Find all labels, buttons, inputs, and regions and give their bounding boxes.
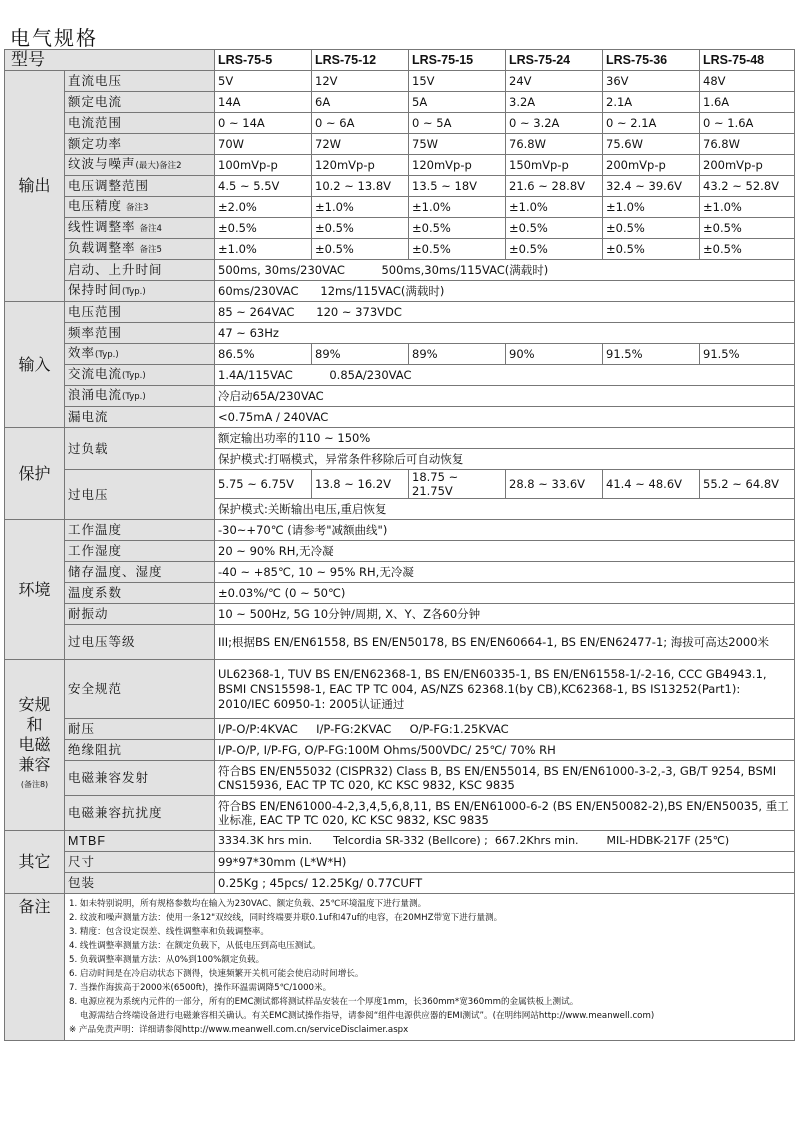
spec-row [5,873,795,894]
spec-row [5,604,795,625]
cell: 0.25Kg ; 45pcs/ 12.25Kg/ 0.77CUFT [215,873,795,894]
spec-row [5,71,795,92]
cell: 32.4 ~ 39.6V [603,176,700,197]
row-label: 电压范围 [65,302,215,323]
row-label: 温度系数 [65,583,215,604]
spec-row [5,92,795,113]
cell: 0 ~ 14A [215,113,312,134]
cell: 89% [312,344,409,365]
cell: <0.75mA / 240VAC [215,407,795,428]
cell: 89% [409,344,506,365]
note-line: 电源需结合终端设备进行电磁兼容相关确认。有关EMC测试操作指导，请参阅“组件电源供应器的EMI测试”。(在明纬网站http://www.meanwell.com) [69,1011,655,1021]
row-label: 耐压 [65,719,215,740]
group-input: 输入 [5,302,65,428]
cell: 99*97*30mm (L*W*H) [215,852,795,873]
spec-row [5,831,795,852]
cell: 0 ~ 1.6A [700,113,795,134]
spec-row [5,176,795,197]
cell: ±1.0% [215,239,312,260]
row-label: 浪涌电流(Typ.) [65,386,215,407]
model-name: LRS-75-36 [603,50,700,71]
group-environment: 环境 [5,520,65,660]
spec-row [5,365,795,386]
row-label: 工作湿度 [65,541,215,562]
row-label: 额定功率 [65,134,215,155]
cell: 3.2A [506,92,603,113]
cell: 86.5% [215,344,312,365]
row-label: 保持时间(Typ.) [65,281,215,302]
spec-row [5,583,795,604]
spec-row [5,134,795,155]
row-label: 过负载 [65,428,215,470]
row-label: MTBF [65,831,215,852]
cell: 0 ~ 2.1A [603,113,700,134]
cell: 24V [506,71,603,92]
cell: 13.5 ~ 18V [409,176,506,197]
cell: 0 ~ 6A [312,113,409,134]
cell: 4.5 ~ 5.5V [215,176,312,197]
spec-row [5,719,795,740]
cell: 120mVp-p [312,155,409,176]
cell: ±1.0% [312,197,409,218]
row-label: 耐振动 [65,604,215,625]
cell: 76.8W [506,134,603,155]
row-label: 电流范围 [65,113,215,134]
cell: ±0.03%/℃ (0 ~ 50℃) [215,583,795,604]
notes-row [5,894,795,1041]
cell: 15V [409,71,506,92]
cell: 75W [409,134,506,155]
row-label: 漏电流 [65,407,215,428]
row-label: 负载调整率 备注5 [65,239,215,260]
row-label: 尺寸 [65,852,215,873]
row-label: 直流电压 [65,71,215,92]
spec-row [5,239,795,260]
cell: 200mVp-p [700,155,795,176]
spec-row [5,625,795,660]
cell: 13.8 ~ 16.2V [312,470,409,499]
row-label: 电压精度 备注3 [65,197,215,218]
cell: ±0.5% [603,239,700,260]
spec-row [5,407,795,428]
cell: 符合BS EN/EN61000-4-2,3,4,5,6,8,11, BS EN/EN61000-6-2 (BS EN/EN50082-2),BS EN/EN50035, 重工业标准, EAC TP TC 020, KC KSC 9832, KSC 9835 [215,796,795,831]
spec-row [5,470,795,499]
note-line: 8. 电源应视为系统内元件的一部分，所有的EMC测试都将测试样品安装在一个厚度1mm，长360mm*宽360mm的金属铁板上测试。 [69,997,579,1007]
cell: ±2.0% [215,197,312,218]
cell: 500ms, 30ms/230VAC 500ms,30ms/115VAC(满载时) [215,260,795,281]
row-label: 纹波与噪声(最大)备注2 [65,155,215,176]
group-notes: 备注 [5,894,65,1041]
cell: 41.4 ~ 48.6V [603,470,700,499]
cell: 额定输出功率的110 ~ 150% [215,428,795,449]
cell: 70W [215,134,312,155]
cell: 18.75 ~ 21.75V [409,470,506,499]
cell: 1.6A [700,92,795,113]
note-line: 2. 纹波和噪声测量方法：使用一条12"双绞线，同时终端要并联0.1uf和47uf的电容，在20MHZ带宽下进行量测。 [69,913,503,923]
cell: 5.75 ~ 6.75V [215,470,312,499]
row-label: 效率(Typ.) [65,344,215,365]
row-label: 额定电流 [65,92,215,113]
row-label: 包装 [65,873,215,894]
model-row [5,50,795,71]
model-name: LRS-75-15 [409,50,506,71]
cell: 55.2 ~ 64.8V [700,470,795,499]
cell: 符合BS EN/EN55032 (CISPR32) Class B, BS EN/EN55014, BS EN/EN61000-3-2,-3, GB/T 9254, BSMI CNS15936, EAC TP TC 020, KC KSC 9832, KSC 9835 [215,761,795,796]
row-label: 线性调整率 备注4 [65,218,215,239]
cell: -30~+70℃ (请参考"减额曲线") [215,520,795,541]
row-label: 过电压等级 [65,625,215,660]
cell: 200mVp-p [603,155,700,176]
row-label: 交流电流(Typ.) [65,365,215,386]
row-label: 电压调整范围 [65,176,215,197]
row-label: 频率范围 [65,323,215,344]
cell: 10 ~ 500Hz, 5G 10分钟/周期, X、Y、Z各60分钟 [215,604,795,625]
cell: 43.2 ~ 52.8V [700,176,795,197]
cell: 120mVp-p [409,155,506,176]
spec-row [5,197,795,218]
cell: 75.6W [603,134,700,155]
row-label: 启动、上升时间 [65,260,215,281]
cell: 21.6 ~ 28.8V [506,176,603,197]
cell: 47 ~ 63Hz [215,323,795,344]
spec-row [5,520,795,541]
cell: I/P-O/P:4KVAC I/P-FG:2KVAC O/P-FG:1.25KVAC [215,719,795,740]
group-others: 其它 [5,831,65,894]
spec-row [5,852,795,873]
cell: ±0.5% [215,218,312,239]
cell: 保护模式:打嗝模式，异常条件移除后可自动恢复 [215,449,795,470]
cell: 150mVp-p [506,155,603,176]
spec-row [5,740,795,761]
cell: 6A [312,92,409,113]
row-label: 安全规范 [65,660,215,719]
note-line: ※ 产品免责声明：详细请参阅http://www.meanwell.com.cn/serviceDisclaimer.aspx [69,1025,409,1035]
cell: 91.5% [700,344,795,365]
group-protection: 保护 [5,428,65,520]
spec-row [5,281,795,302]
cell: ±1.0% [603,197,700,218]
cell: 2.1A [603,92,700,113]
cell: 1.4A/115VAC 0.85A/230VAC [215,365,795,386]
row-label: 电磁兼容抗扰度 [65,796,215,831]
cell: ±0.5% [700,218,795,239]
notes-list [65,894,795,1041]
spec-row [5,562,795,583]
row-label: 储存温度、湿度 [65,562,215,583]
spec-row [5,428,795,449]
note-line: 6. 启动时间是在冷启动状态下测得，快速频繁开关机可能会使启动时间增长。 [69,969,364,979]
cell: 90% [506,344,603,365]
cell: 91.5% [603,344,700,365]
spec-row [5,302,795,323]
cell: ±1.0% [700,197,795,218]
cell: ±0.5% [409,218,506,239]
cell: ±0.5% [312,239,409,260]
spec-row [5,541,795,562]
cell: 72W [312,134,409,155]
spec-row [5,796,795,831]
row-label: 电磁兼容发射 [65,761,215,796]
model-label: 型号 [5,50,215,71]
spec-row [5,344,795,365]
row-label: 过电压 [65,470,215,520]
spec-row [5,218,795,239]
cell: III;根据BS EN/EN61558, BS EN/EN50178, BS EN/EN60664-1, BS EN/EN62477-1; 海拔可高达2000米 [215,625,795,660]
cell: ±1.0% [409,197,506,218]
cell: UL62368-1, TUV BS EN/EN62368-1, BS EN/EN60335-1, BS EN/EN61558-1/-2-16, CCC GB4943.1, BSMI CNS15598-1, EAC TP TC 004, AS/NZS 62368.1(by CB),KC62368-1, BS IS13252(Part1): 2010/IEC 60950-1: 2005认证通过 [215,660,795,719]
cell: 冷启动65A/230VAC [215,386,795,407]
cell: ±0.5% [506,218,603,239]
note-line: 5. 负载调整率测量方法：从0%到100%额定负载。 [69,955,265,965]
row-label: 工作温度 [65,520,215,541]
spec-row [5,660,795,719]
cell: ±0.5% [506,239,603,260]
cell: ±0.5% [700,239,795,260]
cell: 14A [215,92,312,113]
cell: ±0.5% [603,218,700,239]
cell: 0 ~ 3.2A [506,113,603,134]
model-name: LRS-75-48 [700,50,795,71]
cell: 保护模式:关断输出电压,重启恢复 [215,499,795,520]
note-line: 1. 如未特别说明，所有规格参数均在输入为230VAC、额定负载、25℃环境温度下进行量测。 [69,899,427,909]
cell: -40 ~ +85℃, 10 ~ 95% RH,无冷凝 [215,562,795,583]
cell: 3334.3K hrs min. Telcordia SR-332 (Bellcore) ; 667.2Khrs min. MIL-HDBK-217F (25℃) [215,831,795,852]
cell: 48V [700,71,795,92]
spec-table [4,49,795,1041]
cell: 76.8W [700,134,795,155]
cell: 10.2 ~ 13.8V [312,176,409,197]
cell: 5A [409,92,506,113]
group-safety-emc: 安规 和 电磁 兼容 (备注8) [5,660,65,831]
spec-row [5,323,795,344]
page-title: 电气规格 [10,26,98,50]
group-output: 输出 [5,71,65,302]
spec-row [5,155,795,176]
row-label: 绝缘阻抗 [65,740,215,761]
model-name: LRS-75-5 [215,50,312,71]
note-line: 7. 当操作海拔高于2000米(6500ft)，操作环温需调降5℃/1000米。 [69,983,332,993]
model-name: LRS-75-12 [312,50,409,71]
cell: 85 ~ 264VAC 120 ~ 373VDC [215,302,795,323]
cell: 5V [215,71,312,92]
note-line: 4. 线性调整率测量方法：在额定负载下，从低电压到高电压测试。 [69,941,321,951]
cell: 12V [312,71,409,92]
cell: 60ms/230VAC 12ms/115VAC(满载时) [215,281,795,302]
cell: 100mVp-p [215,155,312,176]
cell: 0 ~ 5A [409,113,506,134]
spec-row [5,386,795,407]
spec-row [5,113,795,134]
cell: ±1.0% [506,197,603,218]
cell: ±0.5% [409,239,506,260]
note-line: 3. 精度：包含设定误差、线性调整率和负载调整率。 [69,927,269,937]
cell: 36V [603,71,700,92]
model-name: LRS-75-24 [506,50,603,71]
spec-row [5,761,795,796]
spec-row [5,260,795,281]
cell: ±0.5% [312,218,409,239]
cell: 28.8 ~ 33.6V [506,470,603,499]
cell: 20 ~ 90% RH,无冷凝 [215,541,795,562]
cell: I/P-O/P, I/P-FG, O/P-FG:100M Ohms/500VDC/ 25℃/ 70% RH [215,740,795,761]
